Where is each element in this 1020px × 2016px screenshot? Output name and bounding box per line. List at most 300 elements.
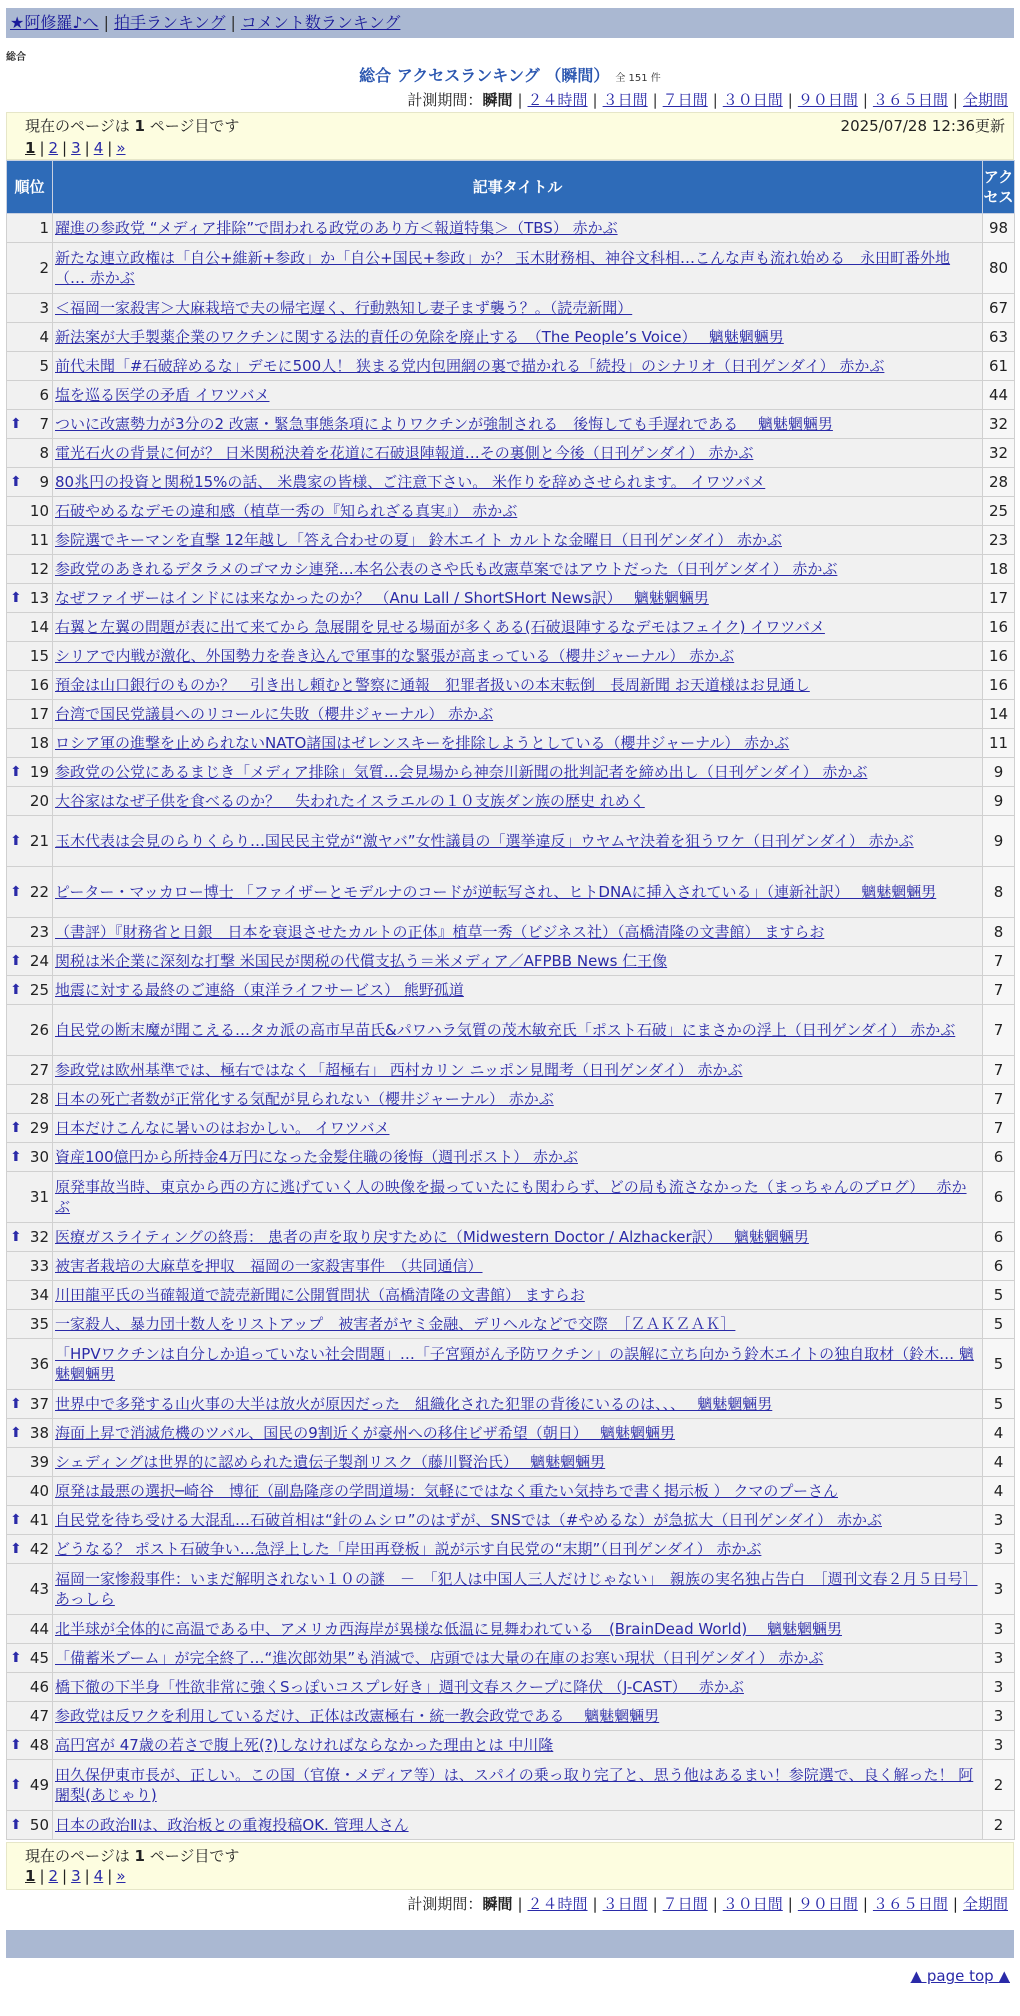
period-selector	[6, 88, 1008, 112]
table-row	[7, 1143, 1015, 1172]
rank-cell	[7, 758, 53, 787]
rank-up-arrow-icon: ⬆	[10, 1650, 22, 1666]
rank-cell	[7, 1731, 53, 1760]
article-title-link[interactable]: 電光石火の背景に何が？ 日米関税決着を花道に石破退陣報道…その裏側と今後（日刊ゲンダイ） 赤かぶ	[55, 444, 754, 462]
period-option-link[interactable]: ９０日間	[797, 91, 858, 109]
rank-cell	[7, 976, 53, 1005]
rank-up-arrow-icon: ⬆	[10, 1149, 22, 1165]
article-title-link[interactable]: 右翼と左翼の問題が表に出て来てから 急展開を見せる場面が多くある(石破退陣するなデモはフェイク) イワツバメ	[55, 618, 825, 636]
access-count: 16	[983, 642, 1015, 671]
rank-number: 6	[39, 386, 49, 404]
access-count: 7	[983, 1114, 1015, 1143]
pagination	[25, 137, 1005, 159]
article-title-link[interactable]: 玉木代表は会見のらりくらり…国民民主党が“激ヤバ”女性議員の「選挙違反」ウヤムヤ決着を狙うワケ（日刊ゲンダイ） 赤かぶ	[55, 832, 914, 850]
table-row	[7, 642, 1015, 671]
table-row	[7, 1281, 1015, 1310]
rank-number: 33	[29, 1257, 49, 1275]
access-count: 17	[983, 584, 1015, 613]
title-cell	[53, 758, 983, 787]
title-cell	[53, 294, 983, 323]
access-count: 18	[983, 555, 1015, 584]
rank-cell	[7, 947, 53, 976]
article-title-link[interactable]: 参政党のあきれるデタラメのゴマカシ連発…本名公表のさや氏も改憲草案ではアウトだった（日刊ゲンダイ） 赤かぶ	[55, 560, 838, 578]
rank-cell	[7, 526, 53, 555]
title-cell	[53, 526, 983, 555]
access-count: 63	[983, 323, 1015, 352]
period-option-link[interactable]: ２４時間	[527, 91, 588, 109]
article-title-link[interactable]: 原発事故当時、東京から西の方に逃げていく人の映像を撮っていたにも関わらず、どの局も流さなかった（まっちゃんのブログ） 赤かぶ	[55, 1178, 967, 1216]
title-cell	[53, 700, 983, 729]
rank-up-arrow-icon: ⬆	[10, 953, 22, 969]
access-count: 7	[983, 976, 1015, 1005]
access-count: 14	[983, 700, 1015, 729]
table-row	[7, 410, 1015, 439]
table-row	[7, 867, 1015, 918]
article-title-link[interactable]: 日本の死亡者数が正常化する気配が見られない（櫻井ジャーナル） 赤かぶ	[55, 1090, 554, 1108]
page-link[interactable]: 4	[93, 1867, 104, 1885]
rank-cell	[7, 323, 53, 352]
table-row	[7, 1085, 1015, 1114]
rank-number: 19	[29, 763, 49, 781]
title-cell	[53, 1731, 983, 1760]
title-cell	[53, 584, 983, 613]
title-cell	[53, 497, 983, 526]
period-option-link[interactable]: ３日間	[602, 1895, 648, 1913]
article-title-link[interactable]: 川田龍平氏の当確報道で読売新聞に公開質問状（高橋清隆の文書館） ますらお	[55, 1286, 585, 1304]
title-cell	[53, 671, 983, 700]
period-separator: |	[862, 1895, 868, 1913]
rank-number: 37	[29, 1395, 49, 1413]
article-title-link[interactable]: 参政党の公党にあるまじき「メディア排除」気質…会見場から神奈川新聞の批判記者を締め出し（日刊ゲンダイ） 赤かぶ	[55, 763, 868, 781]
rank-cell	[7, 1506, 53, 1535]
article-title-link[interactable]: 台湾で国民党議員へのリコールに失敗（櫻井ジャーナル） 赤かぶ	[55, 705, 494, 723]
article-title-link[interactable]: 高円宮が 47歳の若さで腹上死(?)しなければならなかった理由とは 中川隆	[55, 1736, 554, 1754]
rank-number: 25	[29, 981, 49, 999]
period-separator: |	[952, 91, 958, 109]
rank-number: 44	[29, 1620, 49, 1638]
rank-up-arrow-icon: ⬆	[10, 1817, 22, 1833]
period-separator: |	[517, 91, 523, 109]
table-row	[7, 1644, 1015, 1673]
rank-cell	[7, 352, 53, 381]
rank-cell	[7, 642, 53, 671]
page-top-row	[6, 1962, 1010, 1990]
period-separator: |	[712, 91, 718, 109]
rank-cell	[7, 1673, 53, 1702]
article-title-link[interactable]: 資産100億円から所持金4万円になった金髪住職の後悔（週刊ポスト） 赤かぶ	[55, 1148, 578, 1166]
period-option-link[interactable]: ３６５日間	[872, 1895, 948, 1913]
article-title-link[interactable]: 地震に対する最終のご連絡（東洋ライフサービス） 熊野孤道	[55, 981, 464, 999]
access-count: 16	[983, 671, 1015, 700]
title-cell	[53, 613, 983, 642]
access-count: 3	[983, 1615, 1015, 1644]
rank-cell	[7, 1005, 53, 1056]
page-link[interactable]: 2	[48, 139, 59, 157]
rank-cell	[7, 1172, 53, 1223]
col-access-header: アクセス	[983, 161, 1015, 214]
access-count: 5	[983, 1281, 1015, 1310]
article-title-link[interactable]: 参政党は欧州基準では、極右ではなく「超極右」 西村カリン ニッポン見聞考（日刊ゲンダイ） 赤かぶ	[55, 1061, 743, 1079]
article-title-link[interactable]: どうなる？ ポスト石破争い…急浮上した「岸田再登板」説が示す自民党の“末期”（日刊ゲンダイ） 赤かぶ	[55, 1540, 762, 1558]
rank-cell	[7, 381, 53, 410]
article-title-link[interactable]: （書評）『財務省と日銀 日本を衰退させたカルトの正体』植草一秀（ビジネス社）（高橋清隆の文書館） ますらお	[55, 923, 825, 941]
period-separator: |	[592, 1895, 598, 1913]
rank-cell	[7, 497, 53, 526]
title-cell	[53, 976, 983, 1005]
rank-up-arrow-icon: ⬆	[10, 474, 22, 490]
article-title-link[interactable]: 新たな連立政権は「自公+維新+参政」か「自公+国民+参政」か？ 玉木財務相、神谷文科相…こんな声も流れ始める 永田町番外地（… 赤かぶ	[55, 249, 951, 287]
rank-cell	[7, 1085, 53, 1114]
table-row	[7, 1506, 1015, 1535]
access-count: 44	[983, 381, 1015, 410]
access-count: 7	[983, 947, 1015, 976]
rank-number: 30	[29, 1148, 49, 1166]
table-row	[7, 918, 1015, 947]
page-top-link[interactable]: ▲ page top ▲	[910, 1967, 1010, 1985]
rank-up-arrow-icon: ⬆	[10, 1229, 22, 1245]
title-cell	[53, 1390, 983, 1419]
page-next-link[interactable]: »	[116, 139, 126, 157]
article-title-link[interactable]: 海面上昇で消滅危機のツバル、国民の9割近くが豪州への移住ビザ希望（朝日） 魑魅魍魎男	[55, 1424, 676, 1442]
comment-ranking-link[interactable]: コメント数ランキング	[240, 13, 401, 32]
access-count: 61	[983, 352, 1015, 381]
title-cell	[53, 1506, 983, 1535]
rank-up-arrow-icon: ⬆	[10, 1737, 22, 1753]
table-row	[7, 497, 1015, 526]
rank-cell	[7, 1477, 53, 1506]
access-count: 23	[983, 526, 1015, 555]
article-title-link[interactable]: 自民党を待ち受ける大混乱…石破首相は“針のムシロ”のはずが、SNSでは（#やめるな）が急拡大（日刊ゲンダイ） 赤かぶ	[55, 1511, 882, 1529]
rank-number: 36	[29, 1355, 49, 1373]
access-count: 9	[983, 816, 1015, 867]
period-current: 瞬間	[482, 91, 513, 109]
access-count: 2	[983, 1760, 1015, 1811]
access-count: 3	[983, 1564, 1015, 1615]
period-option-link[interactable]: ７日間	[662, 91, 708, 109]
table-row	[7, 1390, 1015, 1419]
period-option-link[interactable]: ３０日間	[722, 91, 783, 109]
table-row	[7, 1811, 1015, 1840]
table-row	[7, 816, 1015, 867]
period-option-link[interactable]: 全期間	[962, 91, 1008, 109]
rank-cell	[7, 1644, 53, 1673]
article-title-link[interactable]: 新法案が大手製薬企業のワクチンに関する法的責任の免除を廃止する （The People’s Voice） 魑魅魍魎男	[55, 328, 784, 346]
rank-cell	[7, 1419, 53, 1448]
applause-ranking-link[interactable]: 拍手ランキング	[113, 13, 226, 32]
article-title-link[interactable]: 田久保伊東市長が、正しい。この国（官僚・メディア等）は、スパイの乗っ取り完了と、思う他はあるまい！参院選で、良く解った！ 阿闍梨(あじゃり)	[55, 1766, 974, 1804]
period-separator: |	[952, 1895, 958, 1913]
period-separator: |	[712, 1895, 718, 1913]
updated-timestamp: 2025/07/28 12:36更新	[840, 117, 1005, 135]
article-title-link[interactable]: ついに改憲勢力が3分の2 改憲・緊急事態条項によりワクチンが強制される 後悔しても手遅れである 魑魅魍魎男	[55, 415, 833, 433]
rank-number: 32	[29, 1228, 49, 1246]
article-title-link[interactable]: 関税は米企業に深刻な打撃 米国民が関税の代償支払う＝米メディア／AFPBB News 仁王像	[55, 952, 668, 970]
period-label: 計測期間：	[407, 91, 483, 109]
rank-cell	[7, 555, 53, 584]
rank-number: 26	[29, 1021, 49, 1039]
rank-cell	[7, 294, 53, 323]
period-option-link[interactable]: 全期間	[962, 1895, 1008, 1913]
rank-cell	[7, 918, 53, 947]
title-cell	[53, 1005, 983, 1056]
table-row	[7, 555, 1015, 584]
title-cell	[53, 867, 983, 918]
table-row	[7, 1419, 1015, 1448]
rank-number: 29	[29, 1119, 49, 1137]
rank-cell	[7, 243, 53, 294]
table-row	[7, 1223, 1015, 1252]
article-title-link[interactable]: 石破やめるなデモの違和感（植草一秀の『知られざる真実』） 赤かぶ	[55, 502, 518, 520]
table-row	[7, 214, 1015, 243]
page-separator: |	[84, 1867, 90, 1885]
rank-cell	[7, 1811, 53, 1840]
table-row	[7, 1339, 1015, 1390]
title-cell	[53, 947, 983, 976]
total-count: 全 151 件	[615, 73, 661, 84]
current-page-text: 現在のページは 1 ページ目です	[25, 1847, 240, 1865]
title-cell	[53, 1673, 983, 1702]
page-title-row	[6, 64, 1014, 88]
article-title-link[interactable]: 一家殺人、暴力団十数人をリストアップ 被害者がヤミ金融、デリヘルなどで交際 ［ＺＡＫＺＡＫ］	[55, 1315, 736, 1333]
home-link[interactable]: ★阿修羅♪へ	[10, 13, 99, 32]
article-title-link[interactable]: なぜファイザーはインドには来なかったのか？ （Anu Lall / ShortSHort News訳） 魑魅魍魎男	[55, 589, 709, 607]
table-row	[7, 526, 1015, 555]
page-separator: |	[62, 139, 68, 157]
period-selector	[6, 1892, 1008, 1916]
rank-number: 31	[29, 1188, 49, 1206]
article-title-link[interactable]: 医療ガスライティングの終焉： 患者の声を取り戻すために（Midwestern Doctor / Alzhacker訳） 魑魅魍魎男	[55, 1228, 809, 1246]
paging-box-bottom	[6, 1842, 1014, 1890]
rank-number: 27	[29, 1061, 49, 1079]
rank-cell	[7, 1535, 53, 1564]
table-row	[7, 787, 1015, 816]
rank-number: 20	[29, 792, 49, 810]
rank-number: 43	[29, 1580, 49, 1598]
article-title-link[interactable]: 大谷家はなぜ子供を食べるのか？ 失われたイスラエルの１０支族ダン族の歴史 れめく	[55, 792, 645, 810]
title-cell	[53, 1477, 983, 1506]
rank-up-arrow-icon: ⬆	[10, 590, 22, 606]
article-title-link[interactable]: 躍進の参政党 “メディア排除”で問われる政党のあり方＜報道特集＞（TBS） 赤かぶ	[55, 219, 618, 237]
rank-number: 50	[29, 1816, 49, 1834]
article-title-link[interactable]: 前代未聞「#石破辞めるな」デモに500人！ 狭まる党内包囲網の裏で描かれる「続投」のシナリオ（日刊ゲンダイ） 赤かぶ	[55, 357, 885, 375]
nav-separator: |	[103, 13, 109, 32]
article-title-link[interactable]: シェディングは世界的に認められた遺伝子製剤リスク（藤川賢治氏） 魑魅魍魎男	[55, 1453, 606, 1471]
title-cell	[53, 243, 983, 294]
title-cell	[53, 1564, 983, 1615]
title-cell	[53, 787, 983, 816]
title-cell	[53, 1702, 983, 1731]
title-cell	[53, 439, 983, 468]
rank-number: 12	[29, 560, 49, 578]
col-rank-header: 順位	[7, 161, 53, 214]
rank-number: 21	[29, 832, 49, 850]
rank-cell	[7, 729, 53, 758]
title-cell	[53, 1419, 983, 1448]
rank-up-arrow-icon: ⬆	[10, 416, 22, 432]
rank-number: 34	[29, 1286, 49, 1304]
period-option-link[interactable]: ３日間	[602, 91, 648, 109]
period-label: 計測期間：	[407, 1895, 483, 1913]
page-separator: |	[107, 139, 113, 157]
title-cell	[53, 1223, 983, 1252]
rank-number: 47	[29, 1707, 49, 1725]
article-title-link[interactable]: 被害者栽培の大麻草を押収 福岡の一家殺害事件 （共同通信）	[55, 1257, 483, 1275]
table-row	[7, 976, 1015, 1005]
access-count: 98	[983, 214, 1015, 243]
article-title-link[interactable]: 80兆円の投資と関税15%の話、 米農家の皆様、ご注意下さい。 米作りを辞めさせられます。 イワツバメ	[55, 473, 766, 491]
rank-cell	[7, 468, 53, 497]
rank-number: 49	[29, 1776, 49, 1794]
page-link[interactable]: 3	[71, 1867, 81, 1885]
title-cell	[53, 1310, 983, 1339]
article-title-link[interactable]: シリアで内戦が激化、外国勢力を巻き込んで軍事的な緊張が高まっている（櫻井ジャーナル） 赤かぶ	[55, 647, 735, 665]
period-option-link[interactable]: ７日間	[662, 1895, 708, 1913]
rank-cell	[7, 410, 53, 439]
article-title-link[interactable]: 日本だけこんなに暑いのはおかしい。 イワツバメ	[55, 1119, 390, 1137]
page-title: 総合 アクセスランキング （瞬間）	[359, 66, 610, 85]
rank-cell	[7, 867, 53, 918]
period-separator: |	[787, 1895, 793, 1913]
rank-number: 46	[29, 1678, 49, 1696]
table-row	[7, 323, 1015, 352]
access-count: 3	[983, 1506, 1015, 1535]
rank-number: 1	[39, 219, 49, 237]
col-title-header: 記事タイトル	[53, 161, 983, 214]
table-row	[7, 584, 1015, 613]
rank-number: 5	[39, 357, 49, 375]
table-row	[7, 1477, 1015, 1506]
access-count: 8	[983, 867, 1015, 918]
article-title-link[interactable]: 「備蓄米ブーム」が完全終了…“進次郎効果”も消滅で、店頭では大量の在庫のお寒い現状（日刊ゲンダイ） 赤かぶ	[55, 1649, 824, 1667]
rank-cell	[7, 1143, 53, 1172]
rank-cell	[7, 439, 53, 468]
table-row	[7, 1760, 1015, 1811]
table-row	[7, 758, 1015, 787]
table-row	[7, 294, 1015, 323]
title-cell	[53, 1448, 983, 1477]
pagination	[25, 1867, 1005, 1885]
page-link[interactable]: 4	[93, 139, 104, 157]
rank-cell	[7, 816, 53, 867]
table-row	[7, 1005, 1015, 1056]
bottom-bar	[6, 1930, 1014, 1958]
title-cell	[53, 1535, 983, 1564]
access-count: 9	[983, 787, 1015, 816]
period-separator: |	[592, 91, 598, 109]
rank-cell	[7, 1310, 53, 1339]
article-title-link[interactable]: 参政党は反ワクを利用しているだけ、正体は改憲極右・統一教会政党である 魑魅魍魎男	[55, 1707, 660, 1725]
rank-number: 48	[29, 1736, 49, 1754]
title-cell	[53, 410, 983, 439]
page-next-link[interactable]: »	[116, 1867, 126, 1885]
access-count: 4	[983, 1448, 1015, 1477]
table-row	[7, 671, 1015, 700]
rank-number: 8	[39, 444, 49, 462]
title-cell	[53, 1085, 983, 1114]
page-link[interactable]: 3	[71, 139, 81, 157]
rank-number: 14	[29, 618, 49, 636]
article-title-link[interactable]: ロシア軍の進撃を止められないNATO諸国はゼレンスキーを排除しようとしている（櫻井ジャーナル） 赤かぶ	[55, 734, 790, 752]
rank-number: 45	[29, 1649, 49, 1667]
table-row	[7, 1731, 1015, 1760]
period-separator: |	[652, 1895, 658, 1913]
access-count: 6	[983, 1172, 1015, 1223]
article-title-link[interactable]: 原発は最悪の選択─崎谷 博征（副島隆彦の学問道場：気軽にではなく重たい気持ちで書く掲示板 ） クマのプーさん	[55, 1482, 838, 1500]
table-row	[7, 1535, 1015, 1564]
access-count: 32	[983, 439, 1015, 468]
page-current: 1	[25, 139, 36, 157]
article-title-link[interactable]: 塩を巡る医学の矛盾 イワツバメ	[55, 386, 270, 404]
article-title-link[interactable]: 自民党の断末魔が聞こえる…タカ派の高市早苗氏&パワハラ気質の茂木敏充氏「ポスト石破」にまさかの浮上（日刊ゲンダイ） 赤かぶ	[55, 1021, 956, 1039]
rank-number: 40	[29, 1482, 49, 1500]
rank-number: 22	[29, 883, 49, 901]
article-title-link[interactable]: 福岡一家惨殺事件：いまだ解明されない１０の謎 － 「犯人は中国人三人だけじゃない」 親族の実名独占告白 ［週刊文春２月５日号］ あっしら	[55, 1570, 978, 1608]
rank-number: 39	[29, 1453, 49, 1471]
title-cell	[53, 1281, 983, 1310]
page-separator: |	[39, 139, 45, 157]
rank-cell	[7, 1702, 53, 1731]
rank-cell	[7, 214, 53, 243]
rank-number: 9	[39, 473, 49, 491]
table-row	[7, 352, 1015, 381]
access-count: 5	[983, 1390, 1015, 1419]
access-count: 11	[983, 729, 1015, 758]
article-title-link[interactable]: 預金は山口銀行のものか？ 引き出し頼むと警察に通報 犯罪者扱いの本末転倒 長周新聞 お天道様はお見通し	[55, 676, 810, 694]
period-option-link[interactable]: ９０日間	[797, 1895, 858, 1913]
rank-cell	[7, 1390, 53, 1419]
article-title-link[interactable]: 北半球が全体的に高温である中、アメリカ西海岸が異様な低温に見舞われている (BrainDead World) 魑魅魍魎男	[55, 1620, 842, 1638]
article-title-link[interactable]: 橋下徹の下半身「性欲非常に強くSっぽいコスプレ好き」週刊文春スクープに降伏 （J-CAST） 赤かぶ	[55, 1678, 744, 1696]
page-link[interactable]: 2	[48, 1867, 59, 1885]
access-count: 25	[983, 497, 1015, 526]
page-separator: |	[39, 1867, 45, 1885]
title-cell	[53, 642, 983, 671]
rank-up-arrow-icon: ⬆	[10, 1425, 22, 1441]
period-option-link[interactable]: ２４時間	[527, 1895, 588, 1913]
table-row	[7, 381, 1015, 410]
title-cell	[53, 1811, 983, 1840]
table-row	[7, 947, 1015, 976]
period-option-link[interactable]: ３６５日間	[872, 91, 948, 109]
access-count: 5	[983, 1310, 1015, 1339]
title-cell	[53, 1252, 983, 1281]
title-cell	[53, 555, 983, 584]
article-title-link[interactable]: 日本の政治Ⅱは、政治板との重複投稿OK. 管理人さん	[55, 1816, 409, 1834]
table-row	[7, 1172, 1015, 1223]
article-title-link[interactable]: 世界中で多発する山火事の大半は放火が原因だった 組織化された犯罪の背後にいるのは、、、 魑魅魍魎男	[55, 1395, 773, 1413]
rank-number: 35	[29, 1315, 49, 1333]
article-title-link[interactable]: ピーター・マッカロー博士 「ファイザーとモデルナのコードが逆転写され、ヒトDNAに挿入されている」（連新社訳） 魑魅魍魎男	[55, 883, 937, 901]
title-cell	[53, 1644, 983, 1673]
title-cell	[53, 468, 983, 497]
article-title-link[interactable]: ＜福岡一家殺害＞大麻栽培で夫の帰宅遅く、行動熟知し妻子まず襲う？。（読売新聞）	[55, 299, 633, 317]
title-cell	[53, 381, 983, 410]
table-row	[7, 439, 1015, 468]
access-count: 3	[983, 1702, 1015, 1731]
table-row	[7, 1310, 1015, 1339]
nav-separator: |	[230, 13, 236, 32]
rank-up-arrow-icon: ⬆	[10, 1777, 22, 1793]
rank-number: 23	[29, 923, 49, 941]
period-option-link[interactable]: ３０日間	[722, 1895, 783, 1913]
article-title-link[interactable]: 「HPVワクチンは自分しか追っていない社会問題」…「子宮頸がん予防ワクチン」の誤解に立ち向かう鈴木エイトの独自取材（鈴木… 魑魅魍魎男	[55, 1345, 974, 1383]
access-count: 5	[983, 1339, 1015, 1390]
article-title-link[interactable]: 参院選でキーマンを直撃 12年越し「答え合わせの夏」 鈴木エイト カルトな金曜日（日刊ゲンダイ） 赤かぶ	[55, 531, 782, 549]
access-count: 3	[983, 1673, 1015, 1702]
table-row	[7, 1615, 1015, 1644]
rank-number: 16	[29, 676, 49, 694]
table-row	[7, 700, 1015, 729]
